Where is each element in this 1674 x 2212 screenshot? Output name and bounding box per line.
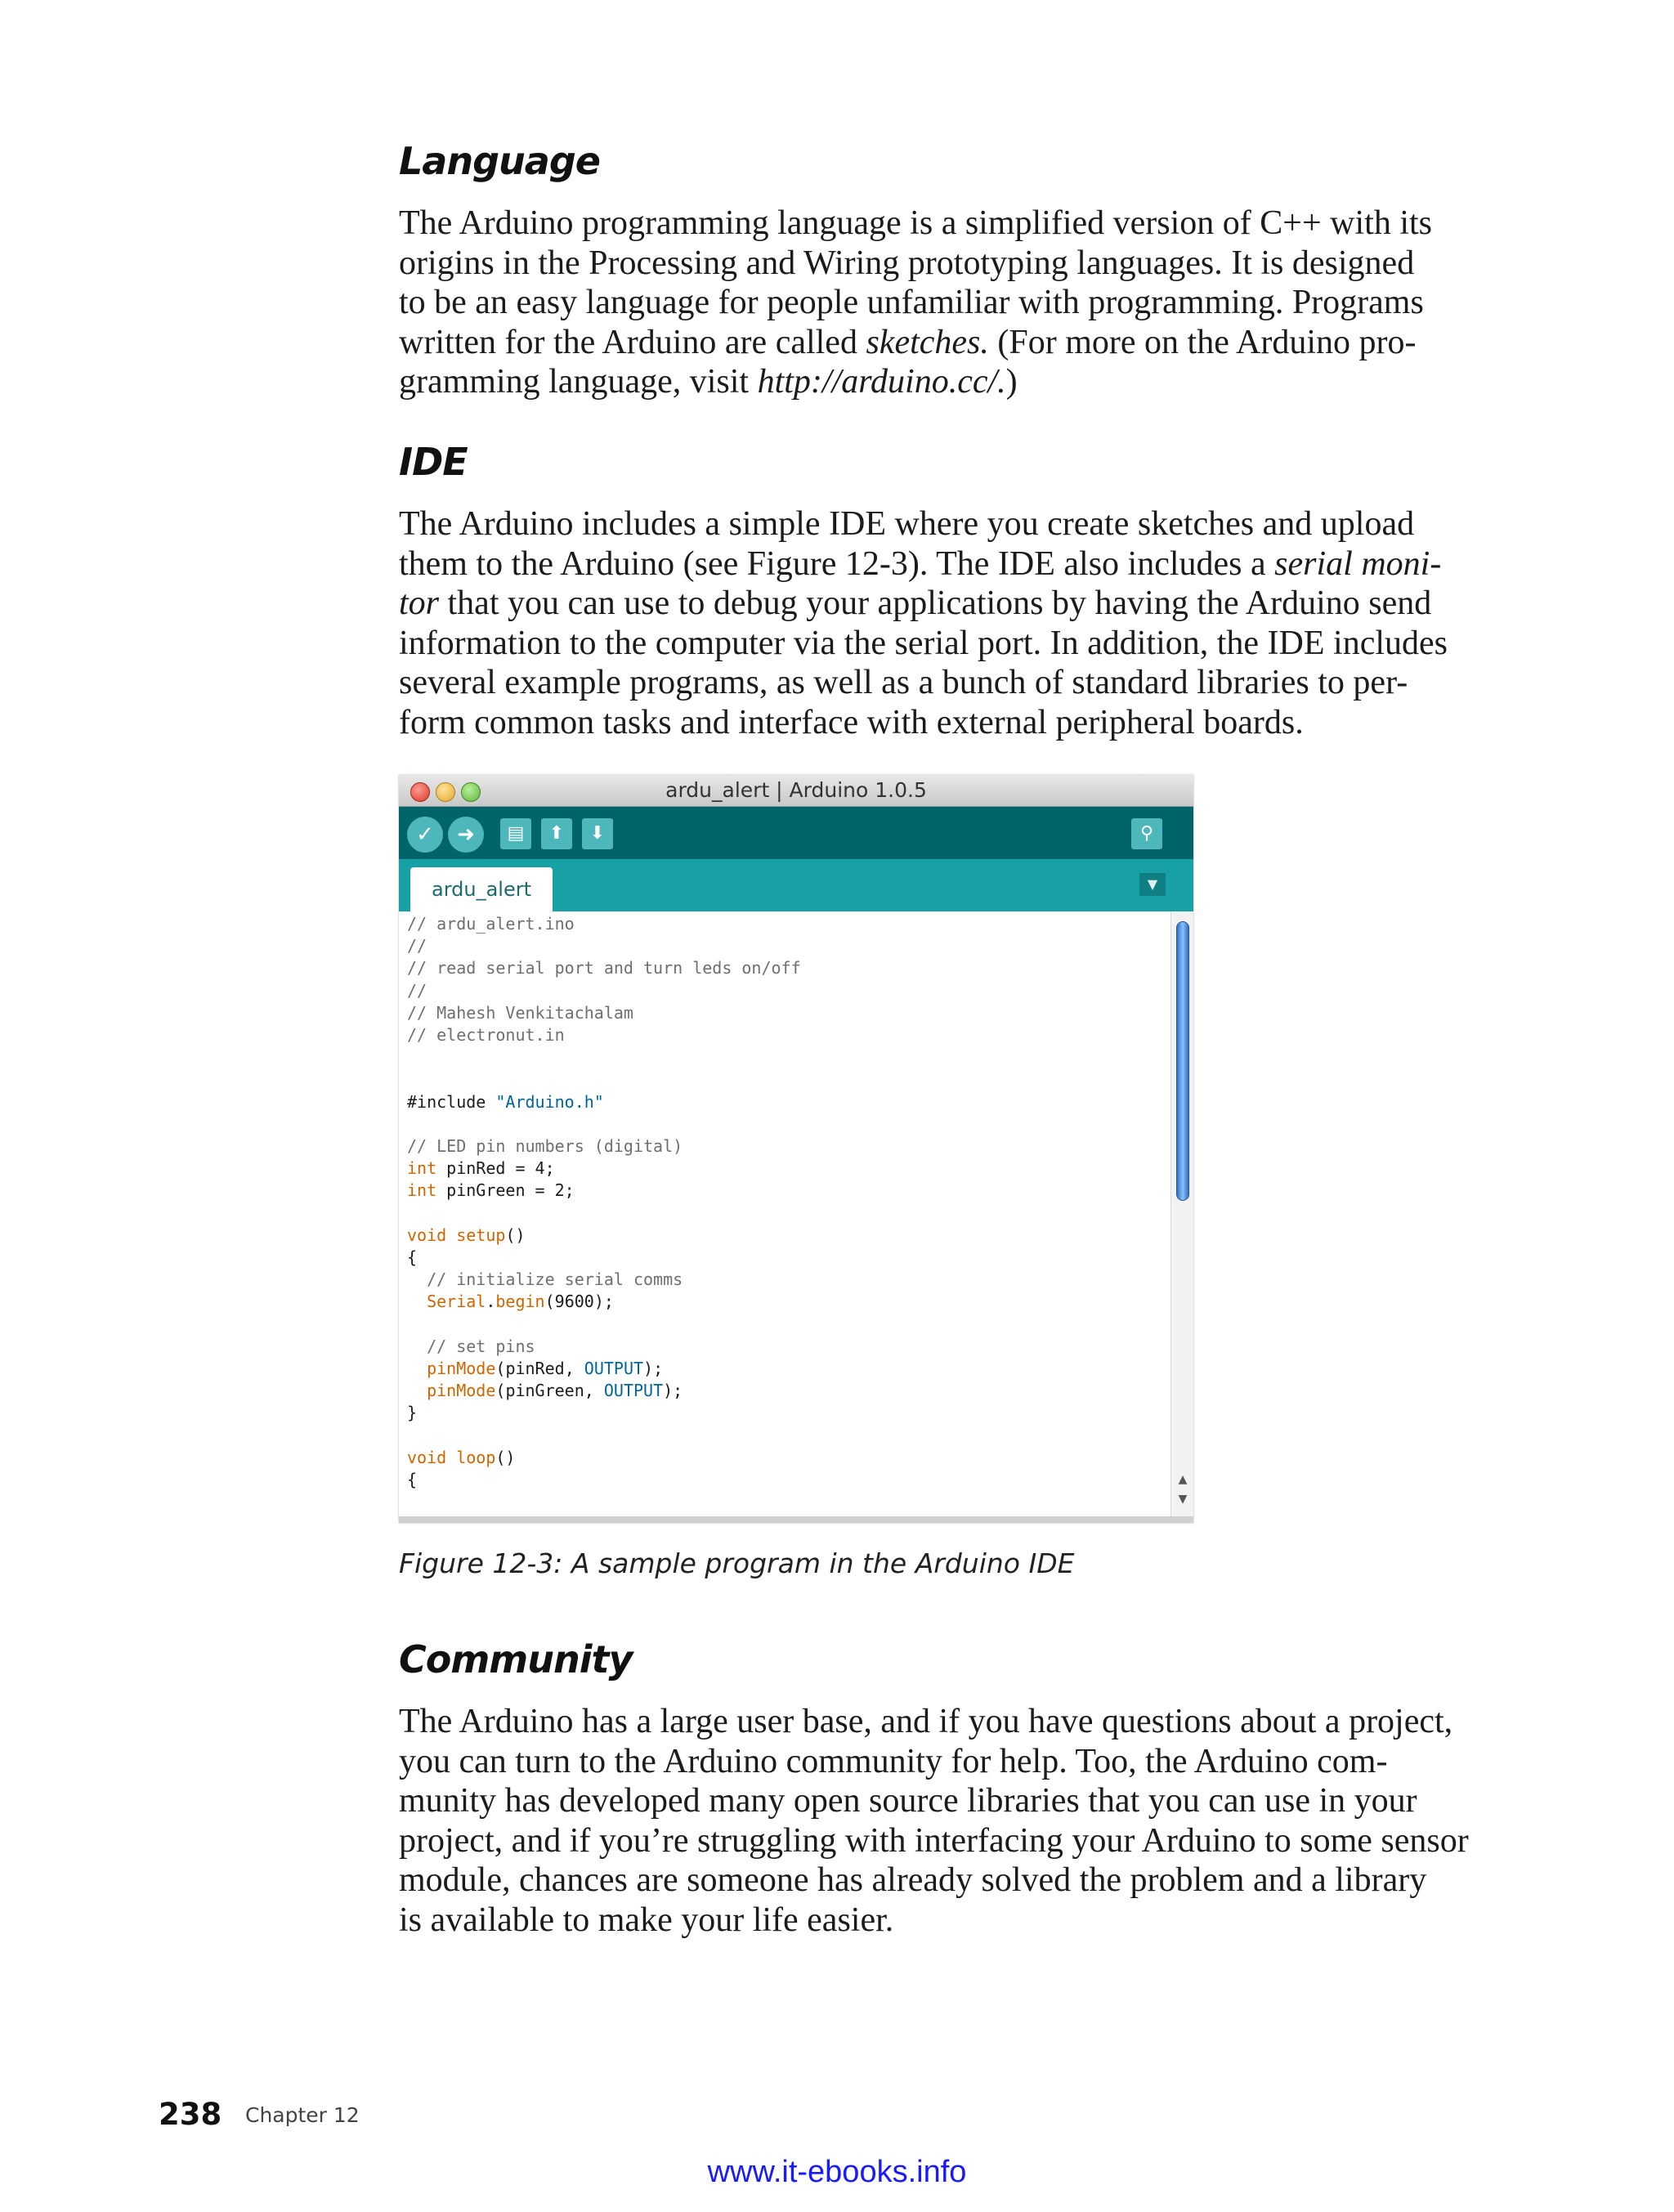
code-line: void loop() — [407, 1447, 516, 1467]
heading-community: Community — [399, 1637, 633, 1681]
window-title: ardu_alert | Arduino 1.0.5 — [665, 778, 927, 802]
ide-toolbar — [399, 807, 1193, 859]
editor-bottom-bar — [399, 1516, 1193, 1523]
code-line: // LED pin numbers (digital) — [407, 1135, 683, 1156]
code-line: pinMode(pinGreen, OUTPUT); — [427, 1380, 683, 1400]
text-line: several example programs, as well as a bunch of standard libraries to per- — [399, 664, 1408, 702]
term-serial-monitor: serial moni- — [1274, 544, 1442, 583]
code-line — [407, 1424, 801, 1446]
paragraph-community — [399, 1702, 1511, 1941]
page-number: 238 — [159, 2097, 222, 2132]
text-line: The Arduino includes a simple IDE where you create sketches and upload — [399, 505, 1415, 543]
heading-language: Language — [399, 139, 600, 183]
text-line: tor that you can use to debug your applications by having the Arduino send — [399, 584, 1432, 623]
code-line: // — [407, 980, 427, 1001]
text-line: them to the Arduino (see Figure 12-3). The IDE also includes a serial moni- — [399, 544, 1442, 583]
verify-icon[interactable]: ✓ — [407, 817, 443, 853]
text-line: project, and if you’re struggling with interfacing your Arduino to some sensor — [399, 1821, 1469, 1860]
new-icon[interactable]: ▤ — [500, 818, 531, 849]
arduino-ide-window — [399, 775, 1193, 1523]
code-line — [407, 1046, 801, 1068]
code-line: { — [407, 1247, 418, 1267]
code-line: // read serial port and turn leds on/off — [407, 958, 801, 978]
paragraph-ide — [399, 504, 1511, 743]
code-line — [407, 1313, 801, 1335]
code-editor[interactable] — [399, 911, 1170, 1516]
code-line: void setup() — [407, 1225, 526, 1245]
tab-menu-dropdown-icon[interactable]: ▼ — [1139, 873, 1166, 896]
code-line: int pinGreen = 2; — [407, 1180, 575, 1201]
code-line: // initialize serial comms — [407, 1269, 683, 1289]
text-line: written for the Arduino are called sketches. (For more on the Arduino pro- — [399, 323, 1417, 361]
code-line: // — [407, 936, 427, 956]
heading-ide: IDE — [399, 440, 468, 484]
code-line: // set pins — [407, 1336, 535, 1356]
code-line: { — [407, 1469, 418, 1489]
text-line: origins in the Processing and Wiring prototyping languages. It is designed — [399, 244, 1415, 282]
code-line — [407, 1068, 801, 1090]
code-line: int pinRed = 4; — [407, 1158, 555, 1179]
text-line: gramming language, visit http://arduino.cc/.) — [399, 363, 1018, 401]
text-line: module, chances are someone has already solved the problem and a library — [399, 1861, 1427, 1900]
watermark-url[interactable]: www.it-ebooks.info — [707, 2155, 967, 2189]
text-line: form common tasks and interface with external peripheral boards. — [399, 703, 1304, 741]
serial-monitor-icon[interactable]: ⚲ — [1131, 818, 1162, 849]
code-line: } — [407, 1403, 418, 1423]
code-line: Serial.begin(9600); — [427, 1292, 614, 1312]
figure-caption: Figure 12-3: A sample program in the Arduino IDE — [399, 1547, 1075, 1579]
editor-scrollbar[interactable] — [1170, 911, 1193, 1516]
text-line: information to the computer via the serial port. In addition, the IDE includes — [399, 624, 1448, 662]
open-icon[interactable]: ⬆ — [541, 818, 572, 849]
paragraph-language — [399, 204, 1511, 402]
code-line: // ardu_alert.ino — [407, 914, 575, 934]
scroll-up-arrow-icon[interactable]: ▲ — [1178, 1473, 1188, 1486]
scroll-down-arrow-icon[interactable]: ▼ — [1178, 1493, 1188, 1506]
text-line: to be an easy language for people unfamiliar with programming. Programs — [399, 284, 1424, 322]
text-line: munity has developed many open source libraries that you can use in your — [399, 1782, 1417, 1820]
window-titlebar — [399, 775, 1193, 807]
save-icon[interactable]: ⬇ — [582, 818, 613, 849]
code-listing — [407, 913, 801, 1491]
text-line: The Arduino programming language is a simplified version of C++ with its — [399, 204, 1433, 242]
chapter-label: Chapter 12 — [245, 2103, 360, 2127]
ide-tabbar — [399, 859, 1193, 911]
code-line — [407, 1202, 801, 1224]
text-line: you can turn to the Arduino community for help. Too, the Arduino com- — [399, 1742, 1388, 1780]
text-line: The Arduino has a large user base, and if you have questions about a project, — [399, 1703, 1453, 1740]
term-sketches: sketches. — [866, 323, 989, 361]
code-line: // electronut.in — [407, 1024, 565, 1045]
arduino-link[interactable]: http://arduino.cc/. — [757, 363, 1006, 401]
code-line: #include "Arduino.h" — [407, 1091, 604, 1112]
code-line — [407, 1113, 801, 1135]
scrollbar-thumb[interactable] — [1176, 921, 1189, 1201]
term-serial-monitor-cont: tor — [399, 584, 440, 623]
code-line: // Mahesh Venkitachalam — [407, 1002, 633, 1023]
code-line: pinMode(pinRed, OUTPUT); — [427, 1358, 664, 1378]
text-line: is available to make your life easier. — [399, 1901, 894, 1939]
tab-ardu-alert[interactable]: ardu_alert — [410, 867, 553, 911]
upload-icon[interactable]: ➜ — [448, 817, 484, 853]
